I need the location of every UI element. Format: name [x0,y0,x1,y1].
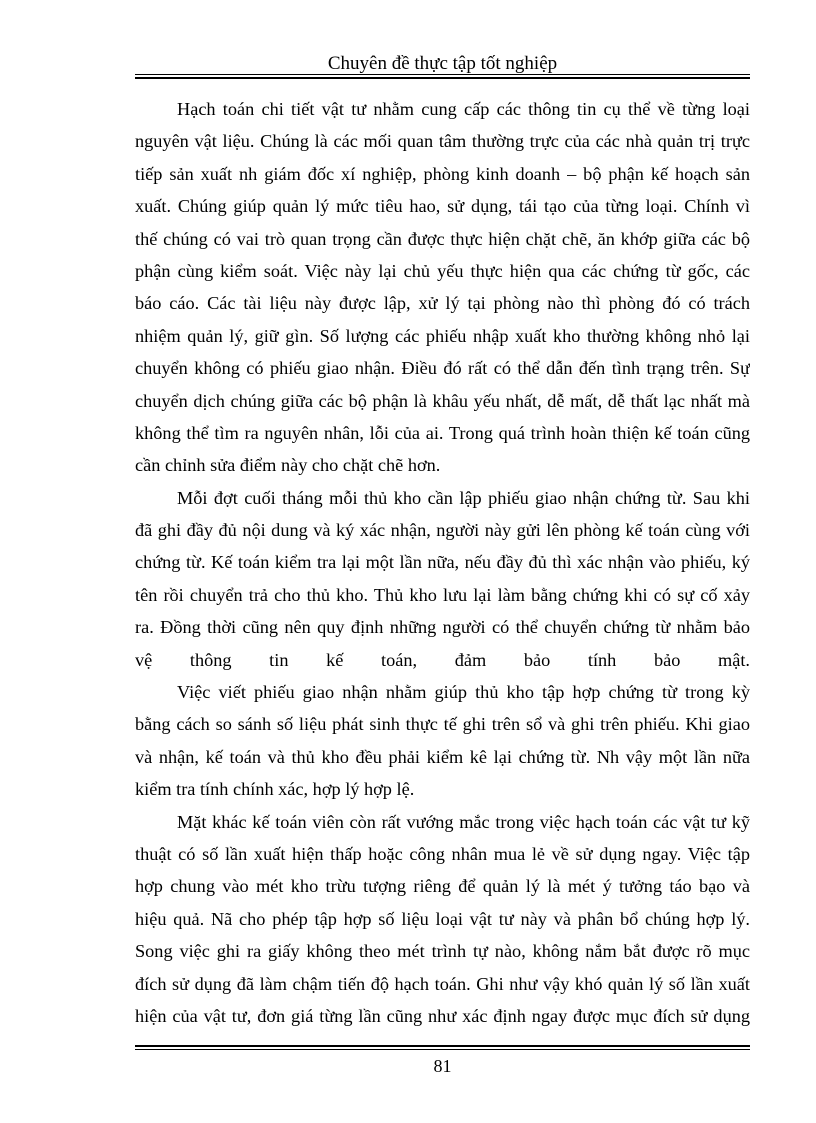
text-line: nhiệm quản lý, giữ gìn. Số lượng các phiếu nhập xuất kho thường không nhỏ lại [135,325,750,346]
footer-rule-top [135,1045,750,1047]
text-line: hiệu quả. Nã cho phép tập hợp số liệu loại vật tư này và phân bổ chúng hợp lý. [135,908,750,929]
text-line: và nhận, kế toán và thủ kho đều phải kiểm kê lại chứng từ. Nh vậy một lần nữa [135,746,750,767]
text-line: phận cùng kiểm soát. Việc này lại chủ yếu thực hiện qua các chứng từ gốc, các [135,260,750,281]
text-line: xuất. Chúng giúp quản lý mức tiêu hao, sử dụng, tái tạo của từng loại. Chính vì [135,196,750,217]
text-line: đích sử dụng đã làm chậm tiến độ hạch toán. Ghi như vậy khó quản lý số lần xuất [135,973,750,994]
text-line: Mỗi đợt cuối tháng mỗi thủ kho cần lập phiếu giao nhận chứng từ. Sau khi [177,487,750,508]
text-line: vệ thông tin kế toán, đảm bảo tính bảo mật. [135,649,750,670]
text-line: tiếp sản xuất nh giám đốc xí nghiệp, phòng kinh doanh – bộ phận kế hoạch sản [135,163,750,184]
text-line: Việc viết phiếu giao nhận nhằm giúp thủ kho tập hợp chứng từ trong kỳ [177,682,750,703]
header-rule-bottom [135,77,750,79]
text-line: hiện của vật tư, đơn giá từng lần cũng như xác định ngay được mục đích sử dụng [135,1005,750,1026]
text-line: Hạch toán chi tiết vật tư nhằm cung cấp các thông tin cụ thể về từng loại [177,99,750,119]
text-line: thuật có số lần xuất hiện thấp hoặc công nhân mua lẻ về sử dụng ngay. Việc tập [135,843,750,864]
text-line: thế chúng có vai trò quan trọng cần được thực hiện chặt chẽ, ăn khớp giữa các bộ [135,228,750,249]
header-rule-top [135,74,750,75]
text-line: đã ghi đầy đủ nội dung và ký xác nhận, người này gửi lên phòng kế toán cùng với [135,520,750,541]
text-line: kiểm tra tính chính xác, hợp lý hợp lệ. [135,779,415,800]
body-text [135,93,750,1032]
text-line: Song việc ghi ra giấy không theo mét trình tự nào, không nắm bắt được rõ mục [135,941,750,962]
text-line: cần chỉnh sửa điểm này cho chặt chẽ hơn. [135,455,441,476]
page-number: 81 [433,1056,452,1076]
footer-rule-bottom [135,1049,750,1050]
text-line: bằng cách so sánh số liệu phát sinh thực tế ghi trên sổ và ghi trên phiếu. Khi giao [135,714,750,735]
text-line: nguyên vật liệu. Chúng là các mối quan tâm thường trực của các nhà quản trị trực [135,131,750,152]
text-line: chuyển không có phiếu giao nhận. Điều đó rất có thể dẫn đến tình trạng trên. Sự [135,358,750,379]
text-line: chuyển dịch chúng giữa các bộ phận là khâu yếu nhất, dễ mất, dễ thất lạc nhất mà [135,390,750,411]
text-line: không thể tìm ra nguyên nhân, lỗi của ai. Trong quá trình hoàn thiện kế toán cũng [135,422,750,443]
text-line: Mặt khác kế toán viên còn rất vướng mắc trong việc hạch toán các vật tư kỹ [177,811,750,832]
text-line: hợp chung vào mét kho trừu tượng riêng để quản lý là mét ý tưởng táo bạo và [135,876,750,897]
text-line: chứng từ. Kế toán kiểm tra lại một lần nữa, nếu đầy đủ thì xác nhận vào phiếu, ký [135,552,750,573]
header-title: Chuyên đề thực tập tốt nghiệp [327,53,558,74]
text-line: báo cáo. Các tài liệu này được lập, xử lý tại phòng nào thì phòng đó có trách [135,293,750,314]
text-line: ra. Đồng thời cũng nên quy định những người có thể chuyển chứng từ nhằm bảo [135,617,750,638]
text-line: tên rồi chuyển trả cho thủ kho. Thủ kho lưu lại làm bằng chứng khi có sự cố xảy [135,584,750,605]
